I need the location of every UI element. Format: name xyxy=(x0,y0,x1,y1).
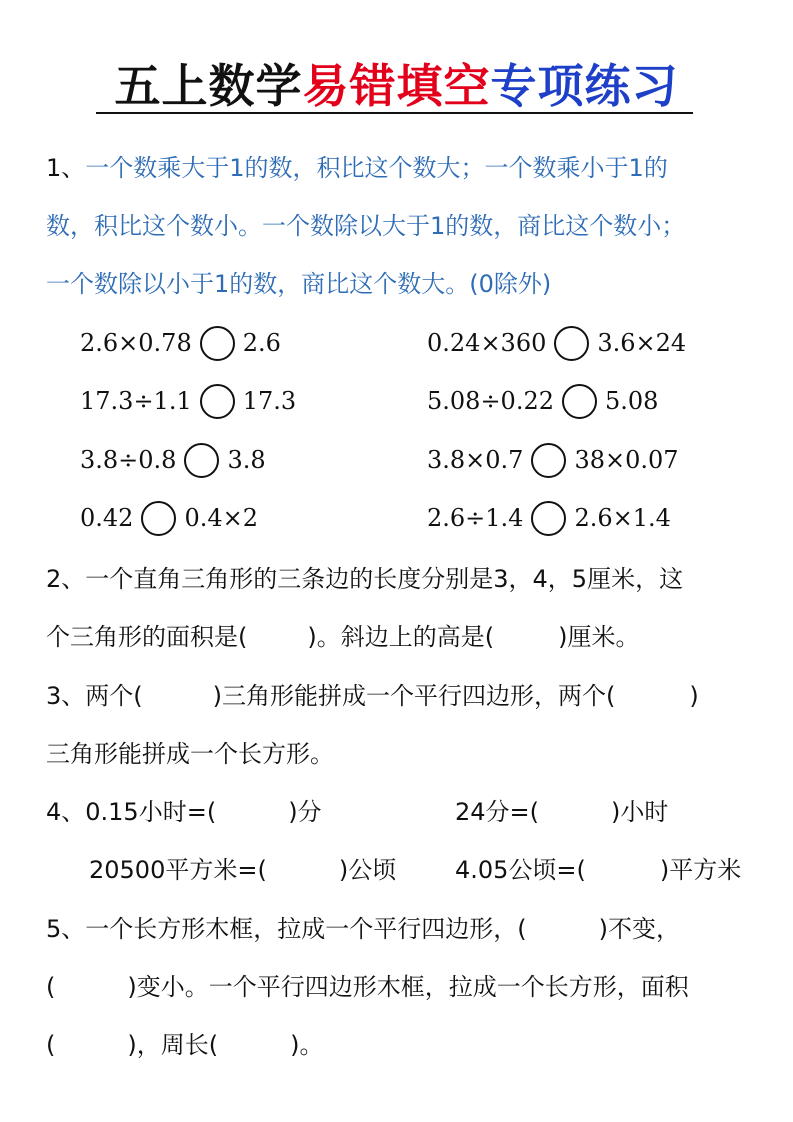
comparison-item xyxy=(80,440,266,480)
comparison-left: 17.3÷1.1 xyxy=(80,387,192,415)
q2-text-b: )。斜边上的高是( xyxy=(307,623,495,651)
comparison-right: 38×0.07 xyxy=(574,446,679,474)
q1-rule-text-1: 一个数乘大于1的数，积比这个数大；一个数乘小于1的 xyxy=(85,154,668,182)
q5-text-b: )不变， xyxy=(598,915,681,943)
q5-text-f: )，周长( xyxy=(127,1031,219,1059)
comparison-circle[interactable] xyxy=(531,443,566,478)
q3-text-c: ) xyxy=(689,682,699,710)
q5-text-e: ( xyxy=(46,1031,56,1059)
comparison-right: 2.6 xyxy=(242,329,281,357)
q4-item-3 xyxy=(89,855,396,885)
q4-item-3-text-a: 20500平方米=( xyxy=(89,856,267,884)
q2-text-c: )厘米。 xyxy=(558,623,640,651)
comparison-right: 3.6×24 xyxy=(597,329,687,357)
q5-line-2 xyxy=(46,972,689,1002)
q1-rule-line-2: 数，积比这个数小。一个数除以大于1的数，商比这个数小； xyxy=(46,212,686,240)
comparison-left: 3.8÷0.8 xyxy=(80,446,177,474)
q5-text-d: )变小。一个平行四边形木框，拉成一个长方形，面积 xyxy=(127,973,689,1001)
comparison-circle[interactable] xyxy=(141,501,176,536)
q5-text-a: 5、一个长方形木框，拉成一个平行四边形，( xyxy=(46,915,527,943)
comparison-left: 2.6÷1.4 xyxy=(427,504,524,532)
q4-item-1 xyxy=(46,797,322,827)
comparison-right: 2.6×1.4 xyxy=(574,504,671,532)
comparison-left: 0.24×360 xyxy=(427,329,547,357)
comparison-circle[interactable] xyxy=(200,384,235,419)
comparison-circle[interactable] xyxy=(562,384,597,419)
comparison-item xyxy=(80,498,258,538)
title-part-1: 五上数学 xyxy=(114,59,303,113)
q4-item-2-text-b: )小时 xyxy=(611,798,669,826)
q5-line-1 xyxy=(46,914,680,944)
q5-text-g: )。 xyxy=(290,1031,324,1059)
q4-item-4-text-b: )平方米 xyxy=(659,856,742,884)
comparison-left: 0.42 xyxy=(80,504,134,532)
comparison-circle[interactable] xyxy=(531,501,566,536)
q2-line-1: 2、一个直角三角形的三条边的长度分别是3，4，5厘米，这 xyxy=(46,565,684,593)
page-title xyxy=(0,58,793,114)
comparison-item xyxy=(80,381,296,421)
q4-item-2 xyxy=(455,797,668,827)
title-part-2: 易错填空 xyxy=(302,59,491,113)
comparison-item xyxy=(427,381,658,421)
q4-item-1-text-b: )分 xyxy=(288,798,322,826)
title-part-3: 专项练习 xyxy=(490,59,679,113)
q3-text-a: 3、两个( xyxy=(46,682,143,710)
comparison-item xyxy=(427,440,679,480)
comparison-left: 5.08÷0.22 xyxy=(427,387,554,415)
q1-rule-line-3: 一个数除以小于1的数，商比这个数大。(0除外) xyxy=(46,270,552,298)
title-underline xyxy=(96,112,693,114)
q4-item-1-text-a: 4、0.15小时=( xyxy=(46,798,217,826)
q4-item-3-text-b: )公顷 xyxy=(338,856,397,884)
comparison-right: 17.3 xyxy=(242,387,297,415)
q4-item-4-text-a: 4.05公顷=( xyxy=(455,856,586,884)
comparison-left: 3.8×0.7 xyxy=(427,446,524,474)
q5-line-3 xyxy=(46,1030,323,1060)
q5-text-c: ( xyxy=(46,973,56,1001)
q3-text-b: )三角形能拼成一个平行四边形，两个( xyxy=(212,682,616,710)
comparison-circle[interactable] xyxy=(200,326,235,361)
comparison-left: 2.6×0.78 xyxy=(80,329,192,357)
q4-item-2-text-a: 24分=( xyxy=(455,798,540,826)
q3-line-1 xyxy=(46,681,699,711)
comparison-item xyxy=(427,323,686,363)
q4-item-4 xyxy=(455,855,741,885)
comparison-right: 3.8 xyxy=(227,446,266,474)
comparison-item xyxy=(427,498,671,538)
comparison-circle[interactable] xyxy=(184,443,219,478)
q1-number: 1、 xyxy=(46,154,86,182)
comparison-item xyxy=(80,323,281,363)
comparison-right: 5.08 xyxy=(604,387,659,415)
q2-line-2 xyxy=(46,622,639,652)
q1-rule-line-1 xyxy=(46,153,668,183)
q3-line-2: 三角形能拼成一个长方形。 xyxy=(46,740,334,768)
comparison-circle[interactable] xyxy=(554,326,589,361)
q2-text-a: 个三角形的面积是( xyxy=(46,623,248,651)
comparison-right: 0.4×2 xyxy=(184,504,258,532)
